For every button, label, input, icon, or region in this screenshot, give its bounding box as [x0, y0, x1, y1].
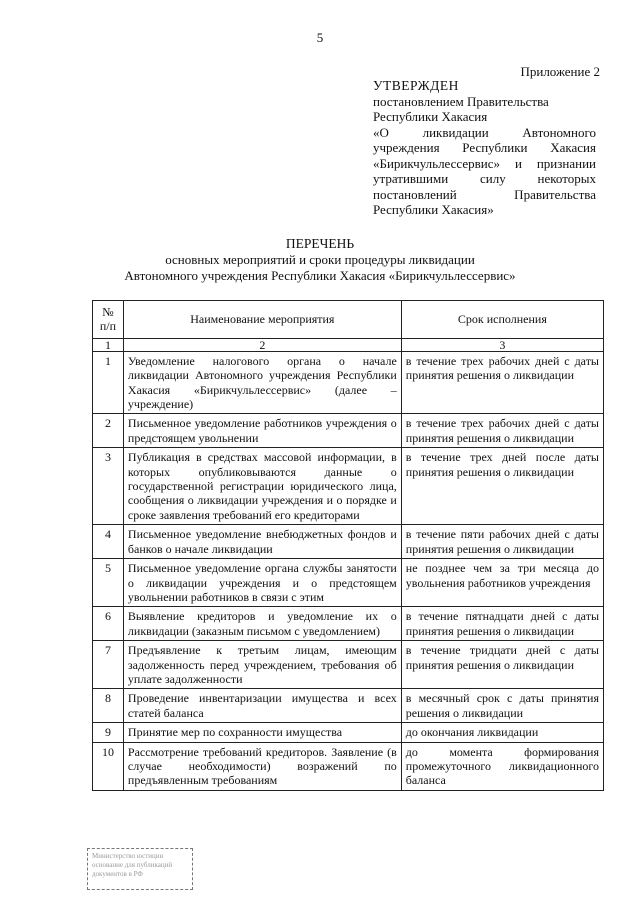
row-number: 1: [93, 351, 124, 414]
measure-deadline: в месячный срок с даты принятия решения о ликвидации: [401, 689, 603, 723]
stamp-line: документов в РФ: [92, 870, 143, 878]
column-number: 3: [401, 338, 603, 351]
stamp-line: Министерство юстиции: [92, 852, 164, 860]
column-number: 2: [123, 338, 401, 351]
measure-deadline: до окончания ликвидации: [401, 723, 603, 742]
approval-line: утратившими силу некоторых: [373, 171, 596, 186]
measure-deadline: в течение трех рабочих дней с даты принятия решения о ликвидации: [401, 351, 603, 414]
table-header-row: [93, 301, 604, 339]
measure-name: Письменное уведомление внебюджетных фондов и банков о начале ликвидации: [123, 525, 401, 559]
measure-name: Письменное уведомление органа службы занятости о ликвидации учреждения и о предстоящем увольнении работников в связи с этим: [123, 559, 401, 607]
header-number: № п/п: [93, 301, 124, 339]
measure-deadline: до момента формирования промежуточного ликвидационного баланса: [401, 742, 603, 790]
measure-deadline: в течение пяти рабочих дней с даты принятия решения о ликвидации: [401, 525, 603, 559]
appendix-label: Приложение 2: [520, 64, 600, 79]
header-name: Наименование мероприятия: [123, 301, 401, 339]
table-row: [93, 689, 604, 723]
measure-deadline: в течение пятнадцати дней с даты принятия решения о ликвидации: [401, 607, 603, 641]
measures-table: [92, 300, 604, 791]
approval-line: постановлений Правительства: [373, 186, 596, 202]
measure-name: Выявление кредиторов и уведомление их о ликвидации (заказным письмом с уведомлением): [123, 607, 401, 641]
table-row: [93, 607, 604, 641]
document-title: ПЕРЕЧЕНЬ: [285, 236, 355, 251]
table-row: [93, 742, 604, 790]
column-numbers-row: [93, 338, 604, 351]
measure-name: Письменное уведомление работников учреждения о предстоящем увольнении: [123, 414, 401, 448]
document-subtitle: Автономного учреждения Республики Хакасия «Бирикчульлессервис»: [124, 268, 516, 283]
approval-line: постановлением Правительства: [373, 93, 549, 109]
measure-name: Рассмотрение требований кредиторов. Заявление (в случае необходимости) возражений по предъявленным требованиям: [123, 742, 401, 790]
row-number: 7: [93, 641, 124, 689]
row-number: 9: [93, 723, 124, 742]
table-row: [93, 448, 604, 525]
table-row: [93, 414, 604, 448]
approval-line: учреждения Республики Хакасия: [373, 140, 596, 155]
table-row: [93, 559, 604, 607]
row-number: 5: [93, 559, 124, 607]
measure-name: Проведение инвентаризации имущества и всех статей баланса: [123, 689, 401, 723]
table-row: [93, 351, 604, 414]
registration-stamp: [87, 848, 193, 890]
document-heading: [0, 236, 640, 284]
document-subtitle: основных мероприятий и сроки процедуры ликвидации: [165, 252, 475, 267]
row-number: 2: [93, 414, 124, 448]
measure-name: Принятие мер по сохранности имущества: [123, 723, 401, 742]
measure-deadline: в течение трех дней после даты принятия решения о ликвидации: [401, 448, 603, 525]
approval-title: УТВЕРЖДЕН: [373, 78, 459, 93]
table-row: [93, 723, 604, 742]
column-number: 1: [93, 338, 124, 351]
approval-line: «Бирикчульлессервис» и признании: [373, 155, 596, 171]
measure-name: Уведомление налогового органа о начале ликвидации Автономного учреждения Республики Хакасия «Бирикчульлессервис» (далее – учреждение): [123, 351, 401, 414]
stamp-line: основание для публикаций: [92, 861, 173, 869]
row-number: 6: [93, 607, 124, 641]
row-number: 3: [93, 448, 124, 525]
row-number: 8: [93, 689, 124, 723]
measure-name: Публикация в средствах массовой информации, в которых опубликовываются данные о государственной регистрации юридического лица, сообщения о ликвидации учреждения и о порядке и сроке заявления требований его кредиторами: [123, 448, 401, 525]
measure-deadline: в течение трех рабочих дней с даты принятия решения о ликвидации: [401, 414, 603, 448]
measure-name: Предъявление к третьим лицам, имеющим задолженность перед учреждением, требования об уплате задолженности: [123, 641, 401, 689]
measure-deadline: не позднее чем за три месяца до увольнения работников учреждения: [401, 559, 603, 607]
table-row: [93, 641, 604, 689]
row-number: 10: [93, 742, 124, 790]
approval-line: Республики Хакасия»: [373, 202, 494, 217]
approval-line: «О ликвидации Автономного: [373, 124, 596, 140]
page-number: 5: [316, 30, 324, 45]
row-number: 4: [93, 525, 124, 559]
approval-block: [373, 78, 596, 218]
approval-line: Республики Хакасия: [373, 109, 488, 124]
table-row: [93, 525, 604, 559]
measure-deadline: в течение тридцати дней с даты принятия решения о ликвидации: [401, 641, 603, 689]
header-deadline: Срок исполнения: [401, 301, 603, 339]
